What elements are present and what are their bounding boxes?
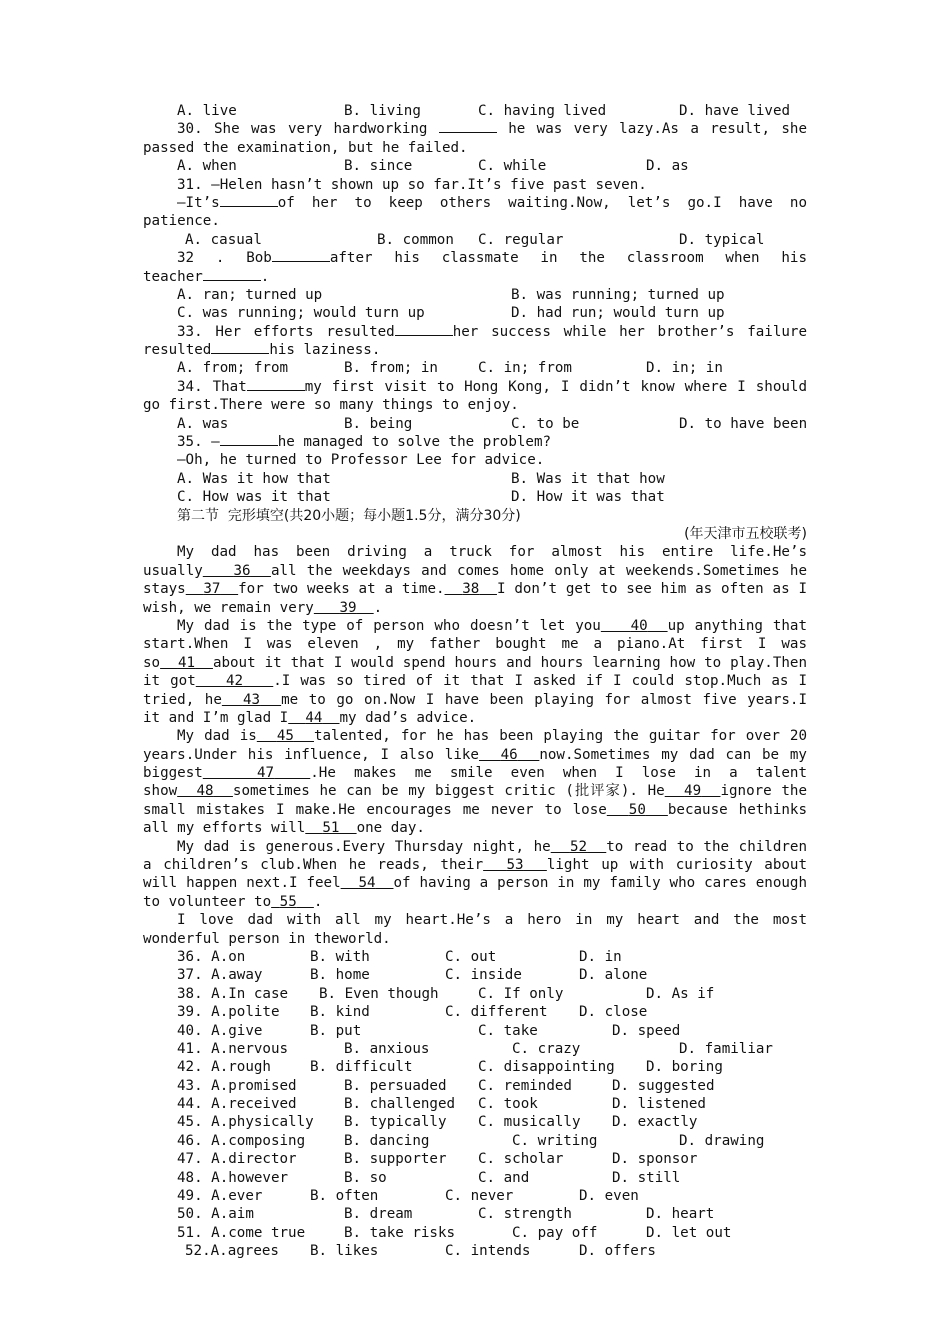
cloze-option-row: 46. A.composing B. dancing C. writing D. drawing bbox=[177, 1132, 765, 1149]
blank-number: 42 bbox=[225, 673, 244, 690]
answer-blank bbox=[220, 194, 278, 207]
answer-blank bbox=[395, 323, 453, 336]
passage-line: wish, we remain very 39 . bbox=[143, 599, 383, 616]
option: B. being bbox=[344, 415, 413, 432]
blank-number: 36 bbox=[233, 562, 251, 579]
option: C. regular bbox=[478, 231, 564, 248]
answer-blank bbox=[247, 378, 305, 391]
passage-line: biggest 47 .He makes me smile even when I lose in a talent bbox=[143, 765, 807, 782]
option: D. in; in bbox=[646, 360, 723, 377]
option: B. living bbox=[344, 103, 421, 119]
cloze-option-row: 36. A.on B. with C. out D. in bbox=[177, 948, 622, 965]
passage-line: a children’s club.When he reads, their 53 light up with curiosity about bbox=[143, 857, 807, 874]
cloze-option-row: 52.A.agrees B. likes C. intends D. offers bbox=[185, 1243, 656, 1260]
passage-line: wonderful person in theworld. bbox=[143, 930, 391, 947]
passage-line: I love dad with all my heart.He’s a hero in my heart and the most bbox=[177, 912, 807, 929]
blank-number: 45 bbox=[276, 728, 294, 745]
q31-reply-cont: patience. bbox=[143, 213, 220, 230]
passage-line: years.Under his influence, I also like 46 now.Sometimes my dad can be my bbox=[143, 746, 807, 763]
passage-line: show 48 sometimes he can be my biggest critic (批评家). He 49 ignore the bbox=[143, 783, 807, 800]
q35-stem: 35. — he managed to solve the problem? bbox=[177, 434, 552, 451]
option: A. live bbox=[177, 103, 237, 119]
blank-number: 46 bbox=[500, 746, 518, 763]
option: B. from; in bbox=[344, 360, 438, 377]
q30-stem: 30. She was very hardworking he was very lazy.As a result, she bbox=[177, 121, 807, 138]
passage-line: tried, he 43 me to go on.Now I have been playing for almost five years.I bbox=[143, 691, 807, 708]
passage-line: will happen next.I feel 54 of having a person in my family who cares enough bbox=[143, 875, 807, 892]
q31-options bbox=[143, 231, 807, 249]
blank-number: 39 bbox=[339, 599, 357, 616]
blank-number: 44 bbox=[305, 709, 323, 726]
option: D. to have been bbox=[679, 415, 808, 432]
q32-stem: 32 . Bob after his classmate in the classroom when his bbox=[177, 250, 807, 267]
q34-stem-cont: go first.There were so many things to enjoy. bbox=[143, 397, 519, 414]
q35-options-row1 bbox=[143, 470, 807, 488]
blank-number: 37 bbox=[203, 581, 221, 598]
passage-line: so 41 about it that I would spend hours and hours learning how to play.Then bbox=[143, 654, 807, 671]
blank-number: 52 bbox=[569, 838, 588, 855]
answer-blank bbox=[272, 249, 330, 262]
q32-options-row1 bbox=[143, 286, 807, 304]
passage-line: it got 42 .I was so tired of it that I asked if I could stop.Much as I bbox=[143, 673, 807, 690]
q29-options bbox=[143, 102, 807, 120]
q30-stem-cont: passed the examination, but he failed. bbox=[143, 139, 468, 156]
cloze-option-row: 41. A.nervous B. anxious C. crazy D. familiar bbox=[177, 1040, 773, 1057]
answer-blank bbox=[211, 341, 269, 354]
q33-stem: 33. Her efforts resulted her success while her brother’s failure bbox=[177, 323, 807, 340]
answer-blank bbox=[203, 268, 261, 281]
blank-number: 38 bbox=[462, 581, 480, 598]
answer-blank bbox=[220, 433, 278, 446]
blank-number: 53 bbox=[506, 857, 524, 874]
blank-number: 41 bbox=[177, 654, 196, 671]
passage-line: My dad has been driving a truck for almost his entire life.He’s bbox=[177, 544, 807, 561]
q35-reply: —Oh, he turned to Professor Lee for advice. bbox=[177, 452, 545, 469]
q35-options-row2 bbox=[143, 488, 807, 506]
cloze-option-row: 38. A.In case B. Even though C. If only D. As if bbox=[177, 985, 715, 1002]
blank-number: 47 bbox=[257, 765, 275, 782]
blank-number: 51 bbox=[322, 820, 340, 837]
option: C. How was it that bbox=[177, 489, 331, 506]
option: D. have lived bbox=[679, 103, 791, 119]
passage-source: (年天津市五校联考) bbox=[684, 525, 807, 542]
exam-page bbox=[143, 102, 807, 1261]
option: A. Was it how that bbox=[177, 470, 331, 487]
q34-stem: 34. That my first visit to Hong Kong, I didn’t know where I should bbox=[177, 378, 807, 395]
option: A. casual bbox=[185, 231, 262, 248]
option: B. was running; turned up bbox=[511, 286, 725, 303]
passage-line: usually 36 all the weekdays and comes home only at weekends.Sometimes he bbox=[143, 562, 807, 579]
cloze-option-row: 50. A.aim B. dream C. strength D. heart bbox=[177, 1206, 715, 1223]
option: C. was running; would turn up bbox=[177, 305, 425, 322]
option: A. when bbox=[177, 158, 237, 175]
blank-number: 54 bbox=[358, 875, 376, 892]
passage-line: all my efforts will 51 one day. bbox=[143, 820, 425, 837]
option: B. since bbox=[344, 158, 413, 175]
passage-line: start.When I was eleven , my father bought me a piano.At first I was bbox=[143, 636, 807, 653]
q31-stem: 31. —Helen hasn’t shown up so far.It’s five past seven. bbox=[177, 176, 647, 193]
blank-number: 55 bbox=[279, 893, 297, 910]
q30-options bbox=[143, 157, 807, 175]
option: D. had run; would turn up bbox=[511, 305, 725, 322]
q32-stem-cont: teacher . bbox=[143, 268, 270, 285]
cloze-option-row: 51. A.come true B. take risks C. pay off D. let out bbox=[177, 1224, 732, 1241]
option: D. as bbox=[646, 158, 689, 175]
option: D. How it was that bbox=[511, 489, 665, 506]
passage-line: small mistakes I make.He encourages me never to lose 50 because hethinks bbox=[143, 801, 807, 818]
option: A. ran; turned up bbox=[177, 286, 323, 303]
cloze-option-row: 37. A.away B. home C. inside D. alone bbox=[177, 967, 648, 984]
option: C. having lived bbox=[478, 103, 607, 119]
blank-number: 43 bbox=[242, 691, 261, 708]
option: A. from; from bbox=[177, 360, 289, 377]
q31-reply: —It’s of her to keep others waiting.Now, let’s go.I have no bbox=[177, 194, 807, 211]
blank-number: 40 bbox=[630, 617, 648, 634]
cloze-option-row: 45. A.physically B. typically C. musically D. exactly bbox=[177, 1114, 698, 1131]
option: B. common bbox=[377, 231, 454, 248]
cloze-option-row: 49. A.ever B. often C. never D. even bbox=[177, 1188, 639, 1205]
cloze-option-row: 47. A.director B. supporter C. scholar D. sponsor bbox=[177, 1151, 698, 1168]
q34-options bbox=[143, 415, 807, 433]
blank-number: 49 bbox=[684, 783, 702, 800]
answer-blank bbox=[439, 120, 497, 133]
passage-line: it and I’m glad I 44 my dad’s advice. bbox=[143, 709, 477, 726]
option: D. typical bbox=[679, 231, 765, 248]
option: B. Was it that how bbox=[511, 470, 665, 487]
option: A. was bbox=[177, 415, 229, 432]
option: C. while bbox=[478, 158, 547, 175]
cloze-option-row: 44. A.received B. challenged C. took D. listened bbox=[177, 1096, 706, 1113]
passage-line: My dad is 45 talented, for he has been playing the guitar for over 20 bbox=[177, 728, 807, 745]
q32-options-row2 bbox=[143, 304, 807, 322]
passage-line: My dad is the type of person who doesn’t let you 40 up anything that bbox=[177, 617, 807, 634]
cloze-option-row: 42. A.rough B. difficult C. disappointing D. boring bbox=[177, 1059, 723, 1076]
passage-line: stays 37 for two weeks at a time. 38 I don’t get to see him as often as I bbox=[143, 581, 807, 598]
blank-number: 48 bbox=[196, 783, 214, 800]
passage-line: My dad is generous.Every Thursday night, he 52 to read to the children bbox=[177, 838, 807, 855]
section-title: 第二节 完形填空(共20小题；每小题1.5分，满分30分) bbox=[177, 507, 521, 524]
q33-stem-cont: resulted his laziness. bbox=[143, 342, 381, 359]
option: C. in; from bbox=[478, 360, 572, 377]
cloze-option-row: 43. A.promised B. persuaded C. reminded D. suggested bbox=[177, 1077, 715, 1094]
cloze-option-row: 48. A.however B. so C. and D. still bbox=[177, 1169, 681, 1186]
passage-line: to volunteer to 55 . bbox=[143, 893, 323, 910]
cloze-option-row: 40. A.give B. put C. take D. speed bbox=[177, 1022, 681, 1039]
cloze-option-row: 39. A.polite B. kind C. different D. close bbox=[177, 1004, 648, 1021]
option: C. to be bbox=[511, 415, 580, 432]
blank-number: 50 bbox=[628, 801, 646, 818]
q33-options bbox=[143, 359, 807, 377]
